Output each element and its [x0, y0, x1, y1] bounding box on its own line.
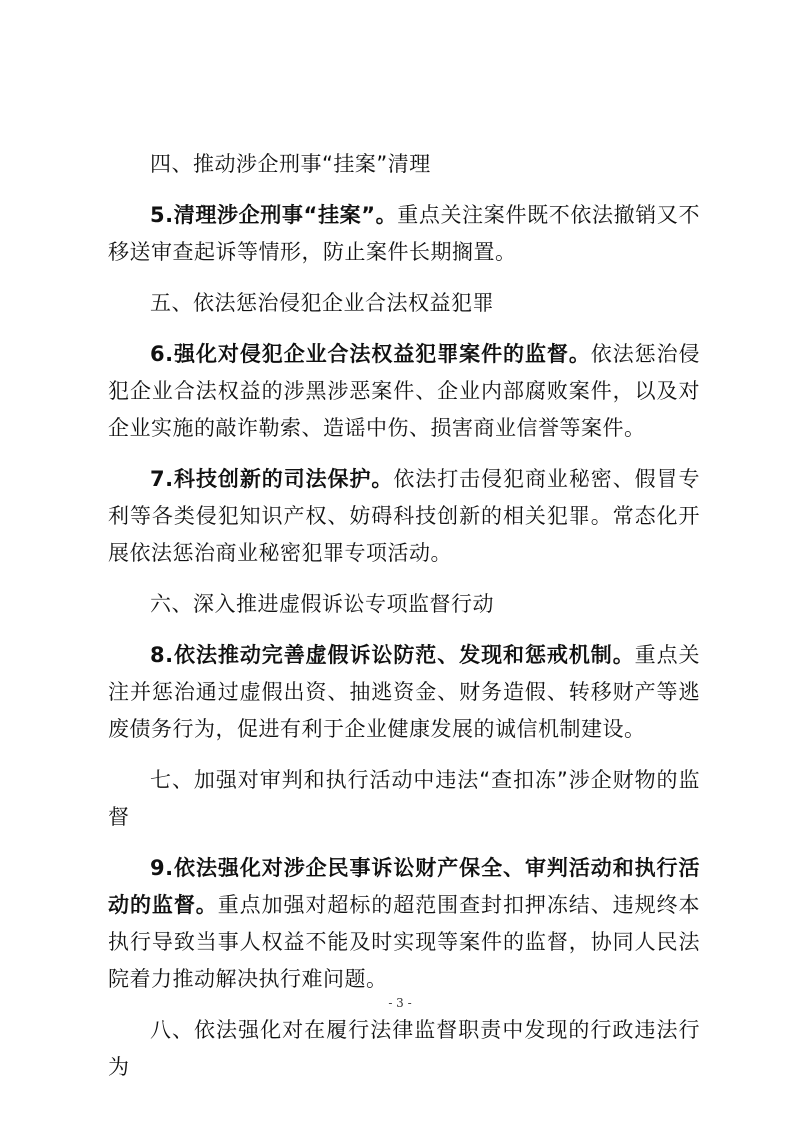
paragraph-9 — [108, 850, 700, 998]
paragraph-6-text: 依法惩治侵犯企业合法权益的涉黑涉恶案件、企业内部腐败案件，以及对企业实施的敲诈勒索、造谣中伤、损害商业信誉等案件。 — [108, 342, 700, 440]
page-number: - 3 - — [388, 996, 412, 1010]
paragraph-8-text: 重点关注并惩治通过虚假出资、抽逃资金、财务造假、转移财产等逃废债务行为，促进有利于企业健康发展的诚信机制建设。 — [108, 643, 701, 741]
paragraph-7-text: 依法打击侵犯商业秘密、假冒专利等各类侵犯知识产权、妨碍科技创新的相关犯罪。常态化开展依法惩治商业秘密犯罪专项活动。 — [108, 467, 700, 565]
section-heading-6: 六、深入推进虚假诉讼专项监督行动 — [150, 592, 494, 616]
paragraph-9-title: 9.依法强化对涉企民事诉讼财产保全、审判活动和执行活动的监督。 — [108, 856, 700, 917]
paragraph-5-title: 5.清理涉企刑事“挂案”。 — [150, 203, 398, 227]
section-heading-5: 五、依法惩治侵犯企业合法权益犯罪 — [150, 291, 494, 315]
paragraph-9-text: 重点加强对超标的超范围查封扣押冻结、违规终本执行导致当事人权益不能及时实现等案件的监督，协同人民法院着力推动解决执行难问题。 — [108, 893, 701, 991]
paragraph-8-title: 8.依法推动完善虚假诉讼防范、发现和惩戒机制。 — [150, 643, 635, 667]
paragraph-6-title: 6.强化对侵犯企业合法权益犯罪案件的监督。 — [150, 342, 591, 366]
section-heading-4: 四、推动涉企刑事“挂案”清理 — [150, 152, 431, 176]
paragraph-5 — [108, 197, 700, 271]
document-body — [108, 146, 700, 1100]
paragraph-6 — [108, 336, 700, 447]
section-heading-7: 七、加强对审判和执行活动中违法“查扣冻”涉企财物的监督 — [108, 768, 700, 829]
paragraph-5-text: 重点关注案件既不依法撤销又不移送审查起诉等情形，防止案件长期搁置。 — [108, 203, 700, 264]
paragraph-7 — [108, 461, 700, 572]
paragraph-7-title: 7.科技创新的司法保护。 — [150, 467, 394, 491]
paragraph-8 — [108, 637, 700, 748]
section-heading-8: 八、依法强化对在履行法律监督职责中发现的行政违法行为 — [108, 1018, 700, 1079]
